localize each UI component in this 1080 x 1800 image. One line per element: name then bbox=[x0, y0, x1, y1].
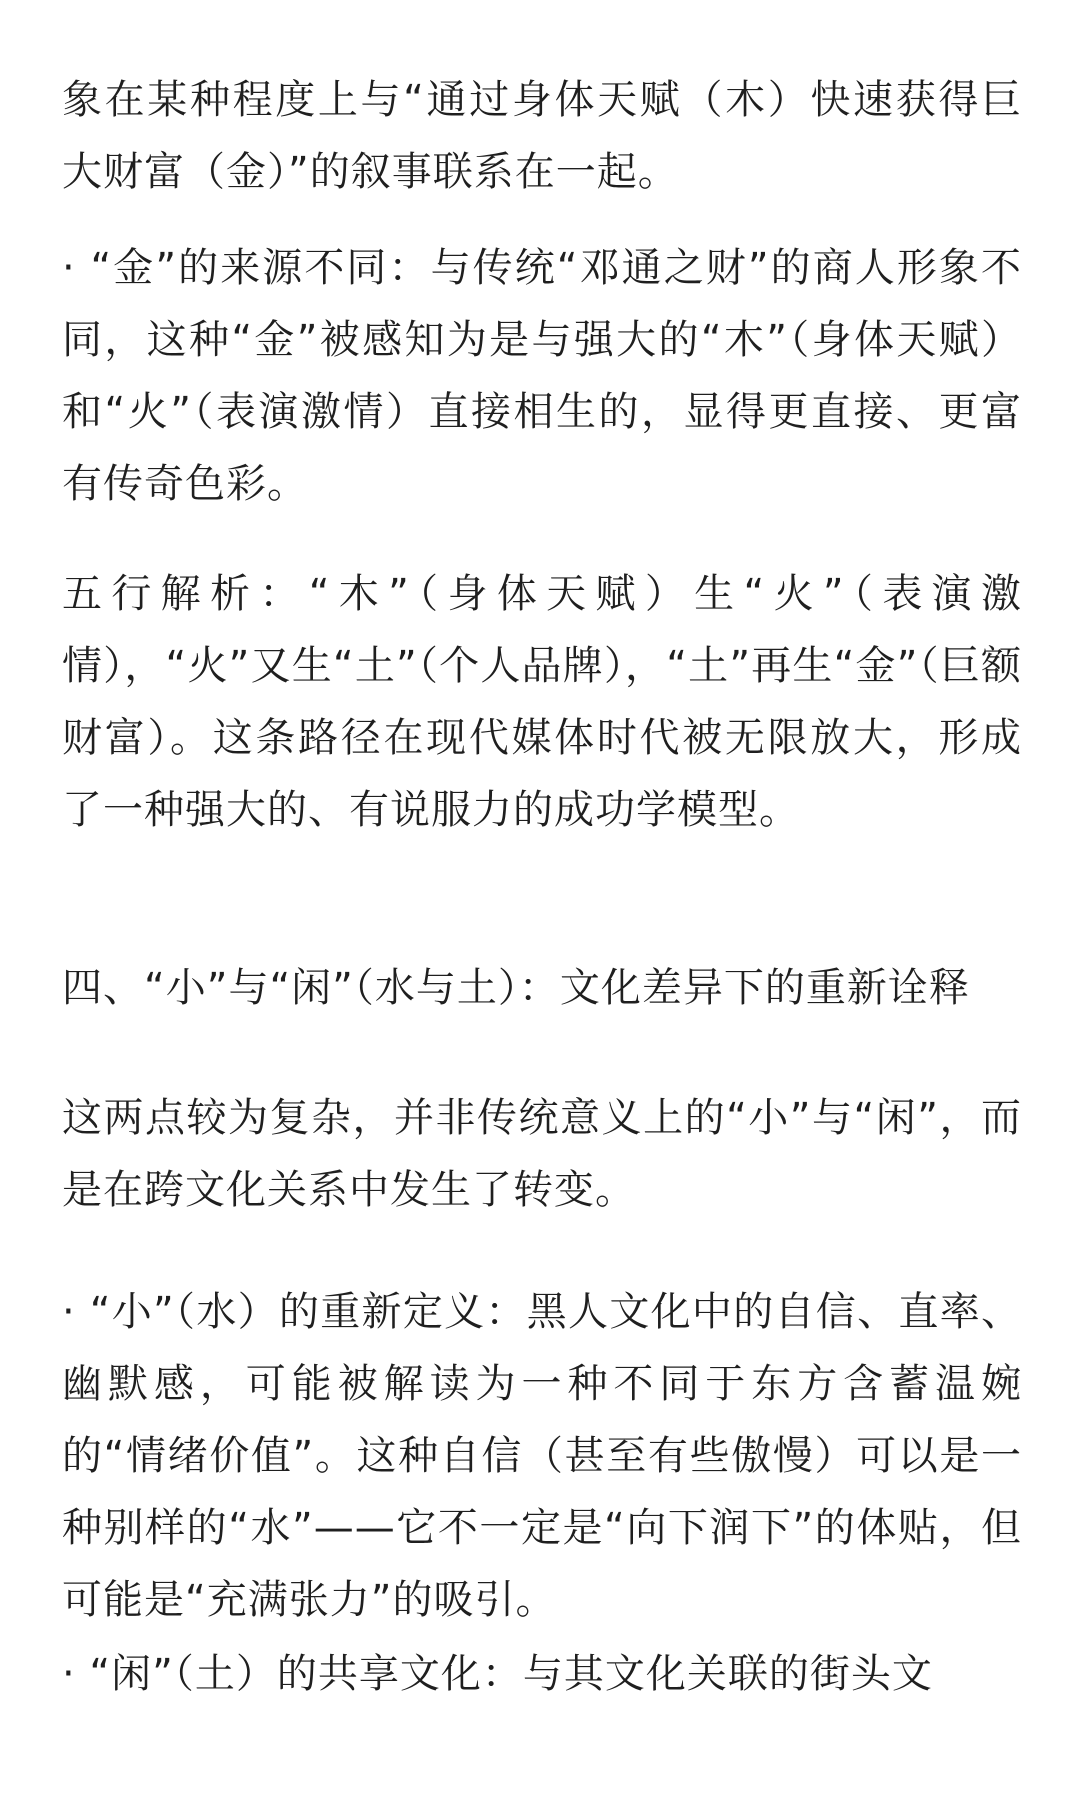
paragraph-6: · “小”（水）的重新定义：黑人文化中的自信、直率、幽默感，可能被解读为一种不同于东方含蓄温婉的“情绪价值”。这种自信（甚至有些傲慢）可以是一种别样的“水”——它不一定是“向下润下”的体贴，但可能是“充满张力”的吸引。 bbox=[62, 1289, 1022, 1623]
paragraph-5: 这两点较为复杂，并非传统意义上的“小”与“闲”，而是在跨文化关系中发生了转变。 bbox=[62, 1095, 1022, 1213]
paragraph-3: 五行解析：“木”（身体天赋）生“火”（表演激情），“火”又生“土”（个人品牌），“土”再生“金”（巨额财富）。这条路径在现代媒体时代被无限放大，形成了一种强大的、有说服力的成功学模型。 bbox=[62, 571, 1022, 833]
paragraph-7: · “闲”（土）的共享文化：与其文化关联的街头文 bbox=[62, 1651, 933, 1697]
section-heading: 四、“小”与“闲”（水与土）：文化差异下的重新诠释 bbox=[62, 965, 970, 1011]
paragraph-2: · “金”的来源不同：与传统“邓通之财”的商人形象不同，这种“金”被感知为是与强大的“木”（身体天赋）和“火”（表演激情）直接相生的，显得更直接、更富有传奇色彩。 bbox=[62, 245, 1022, 507]
paragraph-1: 象在某种程度上与“通过身体天赋（木）快速获得巨大财富（金）”的叙事联系在一起。 bbox=[62, 77, 1022, 195]
